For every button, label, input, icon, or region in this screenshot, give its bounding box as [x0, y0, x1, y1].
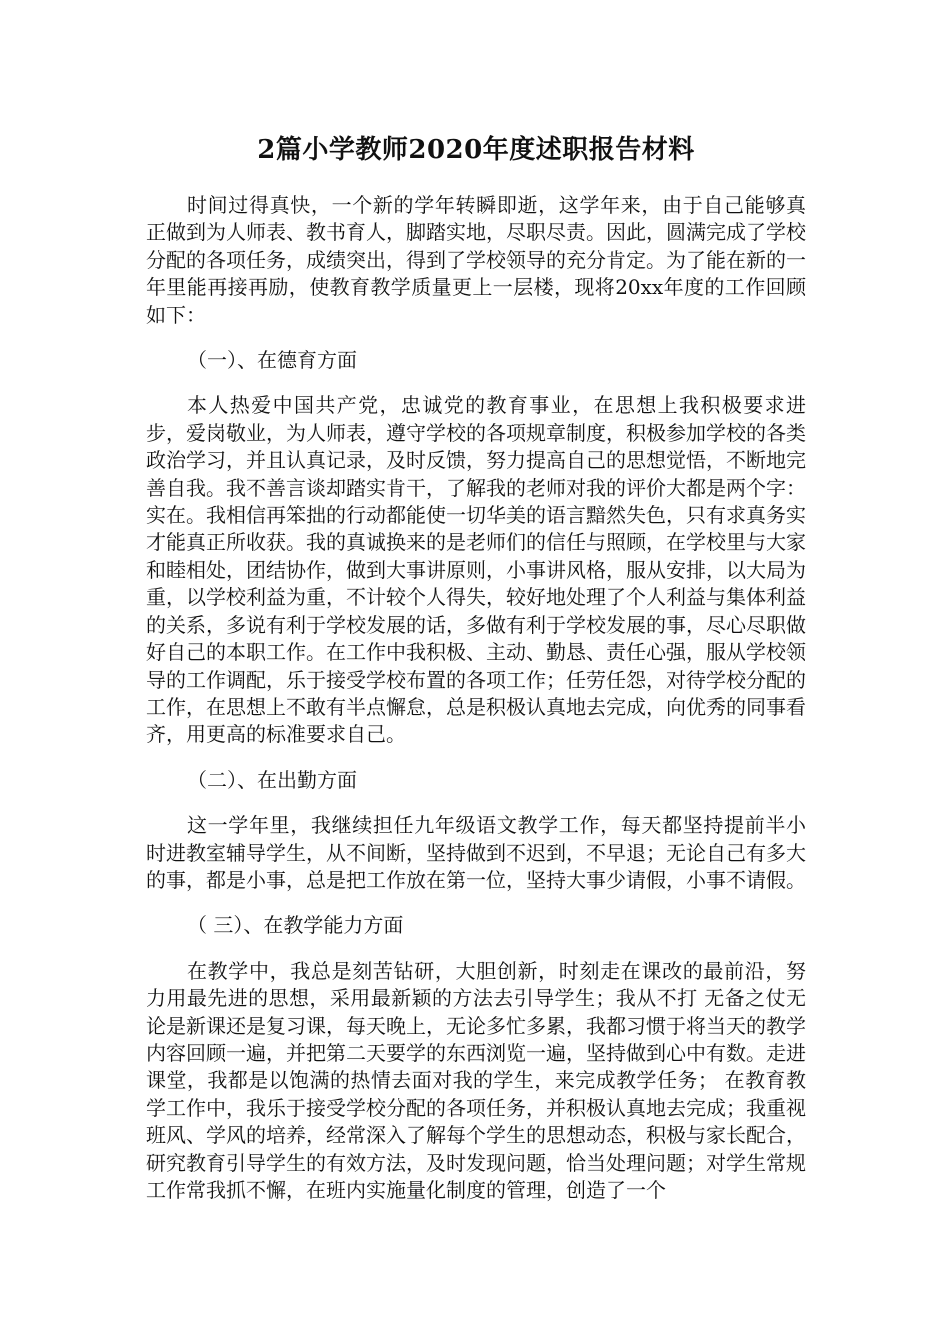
section-heading-moral: （一）、在德育方面: [187, 348, 357, 373]
section-heading-attendance: （二）、在出勤方面: [187, 767, 357, 792]
section-heading-teaching: （ 三）、在教学能力方面: [187, 913, 404, 938]
section-body-teaching: 在教学中，我总是刻苦钻研，大胆创新，时刻走在课改的最前沿，努力用最先进的思想，采用最新颖的方法去引导学生；我从不打 无备之仗无论是新课还是复习课，每天晚上，无论多忙多累，我都习惯于将当天的教学内容回顾一遍，并把第二天要学的东西浏览一遍，坚持做到心中有数。走进课堂，我都是以饱满的热情去面对我的学生，来完成教学任务； 在教育教学工作中，我乐于接受学校分配的各项任务，并积极认真地去完成；我重视班风、学风的培养，经常深入了解每个学生的思想动态，积极与家长配合，研究教育引导学生的有效方法，及时发现问题，恰当处理问题；对学生常规工作常我抓不懈，在班内实施量化制度的管理，创造了一个: [146, 958, 806, 1202]
intro-paragraph: 时间过得真快，一个新的学年转瞬即逝，这学年来，由于自己能够真正做到为人师表、教书育人，脚踏实地，尽职尽责。因此，圆满完成了学校分配的各项任务，成绩突出，得到了学校领导的充分肯定。为了能在新的一年里能再接再励，使教育教学质量更上一层楼，现将20xx年度的工作回顾如下：: [146, 193, 806, 327]
section-body-attendance: 这一学年里，我继续担任九年级语文教学工作，每天都坚持提前半小时进教室辅导学生，从不间断，坚持做到不迟到，不早退；无论自己有多大的事，都是小事，总是把工作放在第一位，坚持大事少请假，小事不请假。: [146, 813, 806, 892]
document-title: 2篇小学教师2020年度述职报告材料: [257, 135, 695, 165]
section-body-moral: 本人热爱中国共产党，忠诚党的教育事业，在思想上我积极要求进步，爱岗敬业，为人师表，遵守学校的各项规章制度，积极参加学校的各类政治学习，并且认真记录，及时反馈，努力提高自己的思想觉悟，不断地完善自我。我不善言谈却踏实肯干，了解我的老师对我的评价大都是两个字：实在。我相信再笨拙的行动都能使一切华美的语言黯然失色，只有求真务实才能真正所收获。我的真诚换来的是老师们的信任与照顾，在学校里与大家和睦相处，团结协作，做到大事讲原则，小事讲风格，服从安排，以大局为重，以学校利益为重，不计较个人得失，较好地处理了个人利益与集体利益的关系，多说有利于学校发展的话，多做有利于学校发展的事，尽心尽职做好自己的本职工作。在工作中我积极、主动、勤恳、责任心强，服从学校领导的工作调配，乐于接受学校布置的各项工作；任劳任怨，对待学校分配的工作，在思想上不敢有半点懈怠，总是积极认真地去完成，向优秀的同事看齐，用更高的标准要求自己。: [146, 393, 806, 747]
document-page: [146, 128, 806, 1222]
